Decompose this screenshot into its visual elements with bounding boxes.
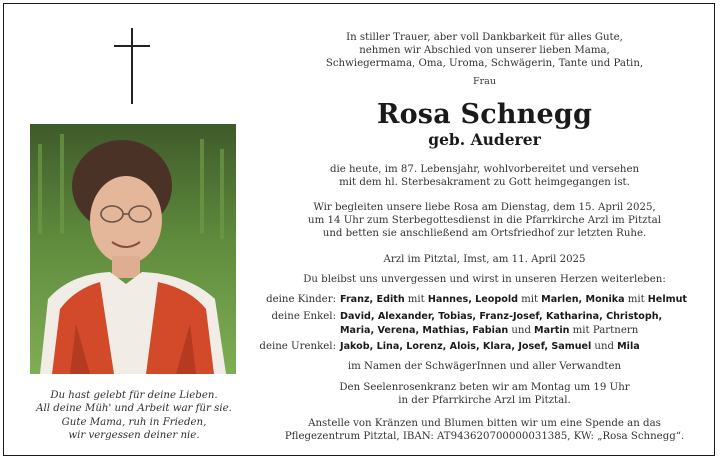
intro-text: In stiller Trauer, aber voll Dankbarkeit für alles Gute, nehmen wir Abschied von unserer lieben Mama, Schwiegermama, Oma, Uroma, Schwägerin, Tante und Patin, xyxy=(325,32,644,69)
passing-text: die heute, im 87. Lebensjahr, wohlvorbereitet und versehen mit dem hl. Sterbesakrament zu Gott heimgegangen ist. xyxy=(329,164,640,188)
relatives-note: im Namen der SchwägerInnen und aller Verwandten xyxy=(347,361,622,372)
rosary-note: Den Seelenrosenkranz beten wir am Montag um 19 Uhr in der Pfarrkirche Arzl im Pitztal. xyxy=(339,382,630,406)
children-list: deine Kinder: Franz, Edith mit Hannes, Leopold mit Marlen, Monika mit Helmut xyxy=(266,294,688,305)
maiden-name: geb. Auderer xyxy=(428,130,541,149)
latin-cross-icon xyxy=(114,28,150,104)
obituary-notice xyxy=(3,3,715,456)
deceased-name: Rosa Schnegg xyxy=(376,99,593,130)
portrait-photo xyxy=(30,124,236,374)
salutation: Frau xyxy=(473,76,496,87)
place-date: Arzl im Pitztal, Imst, am 11. April 2025 xyxy=(383,254,586,265)
memorial-poem: Du hast gelebt für deine Lieben. All deine Müh' und Arbeit war für sie. Gute Mama, ruh in Frieden, wir vergessen deiner nie. xyxy=(36,390,232,442)
funeral-text: Wir begleiten unsere liebe Rosa am Dienstag, dem 15. April 2025, um 14 Uhr zum Sterbegottesdienst in die Pfarrkirche Arzl im Pitztal und betten sie anschließend am Ortsfriedhof zur letzten Ruhe. xyxy=(308,202,661,239)
grandchildren-list: deine Enkel: David, Alexander, Tobias, Franz-Josef, Katharina, Christoph, Maria, Verena, Mathias, Fabian und Martin mit Partnern xyxy=(271,311,663,336)
donation-note: Anstelle von Kränzen und Blumen bitten wir um eine Spende an das Pflegezentrum Pitztal, IBAN: AT943620700000031385, KW: „Rosa Schnegg“. xyxy=(284,418,685,442)
great-grandchildren-list: deine Urenkel: Jakob, Lina, Lorenz, Alois, Klara, Josef, Samuel und Mila xyxy=(259,341,640,352)
remember-text: Du bleibst uns unvergessen und wirst in unseren Herzen weiterleben: xyxy=(303,274,666,285)
